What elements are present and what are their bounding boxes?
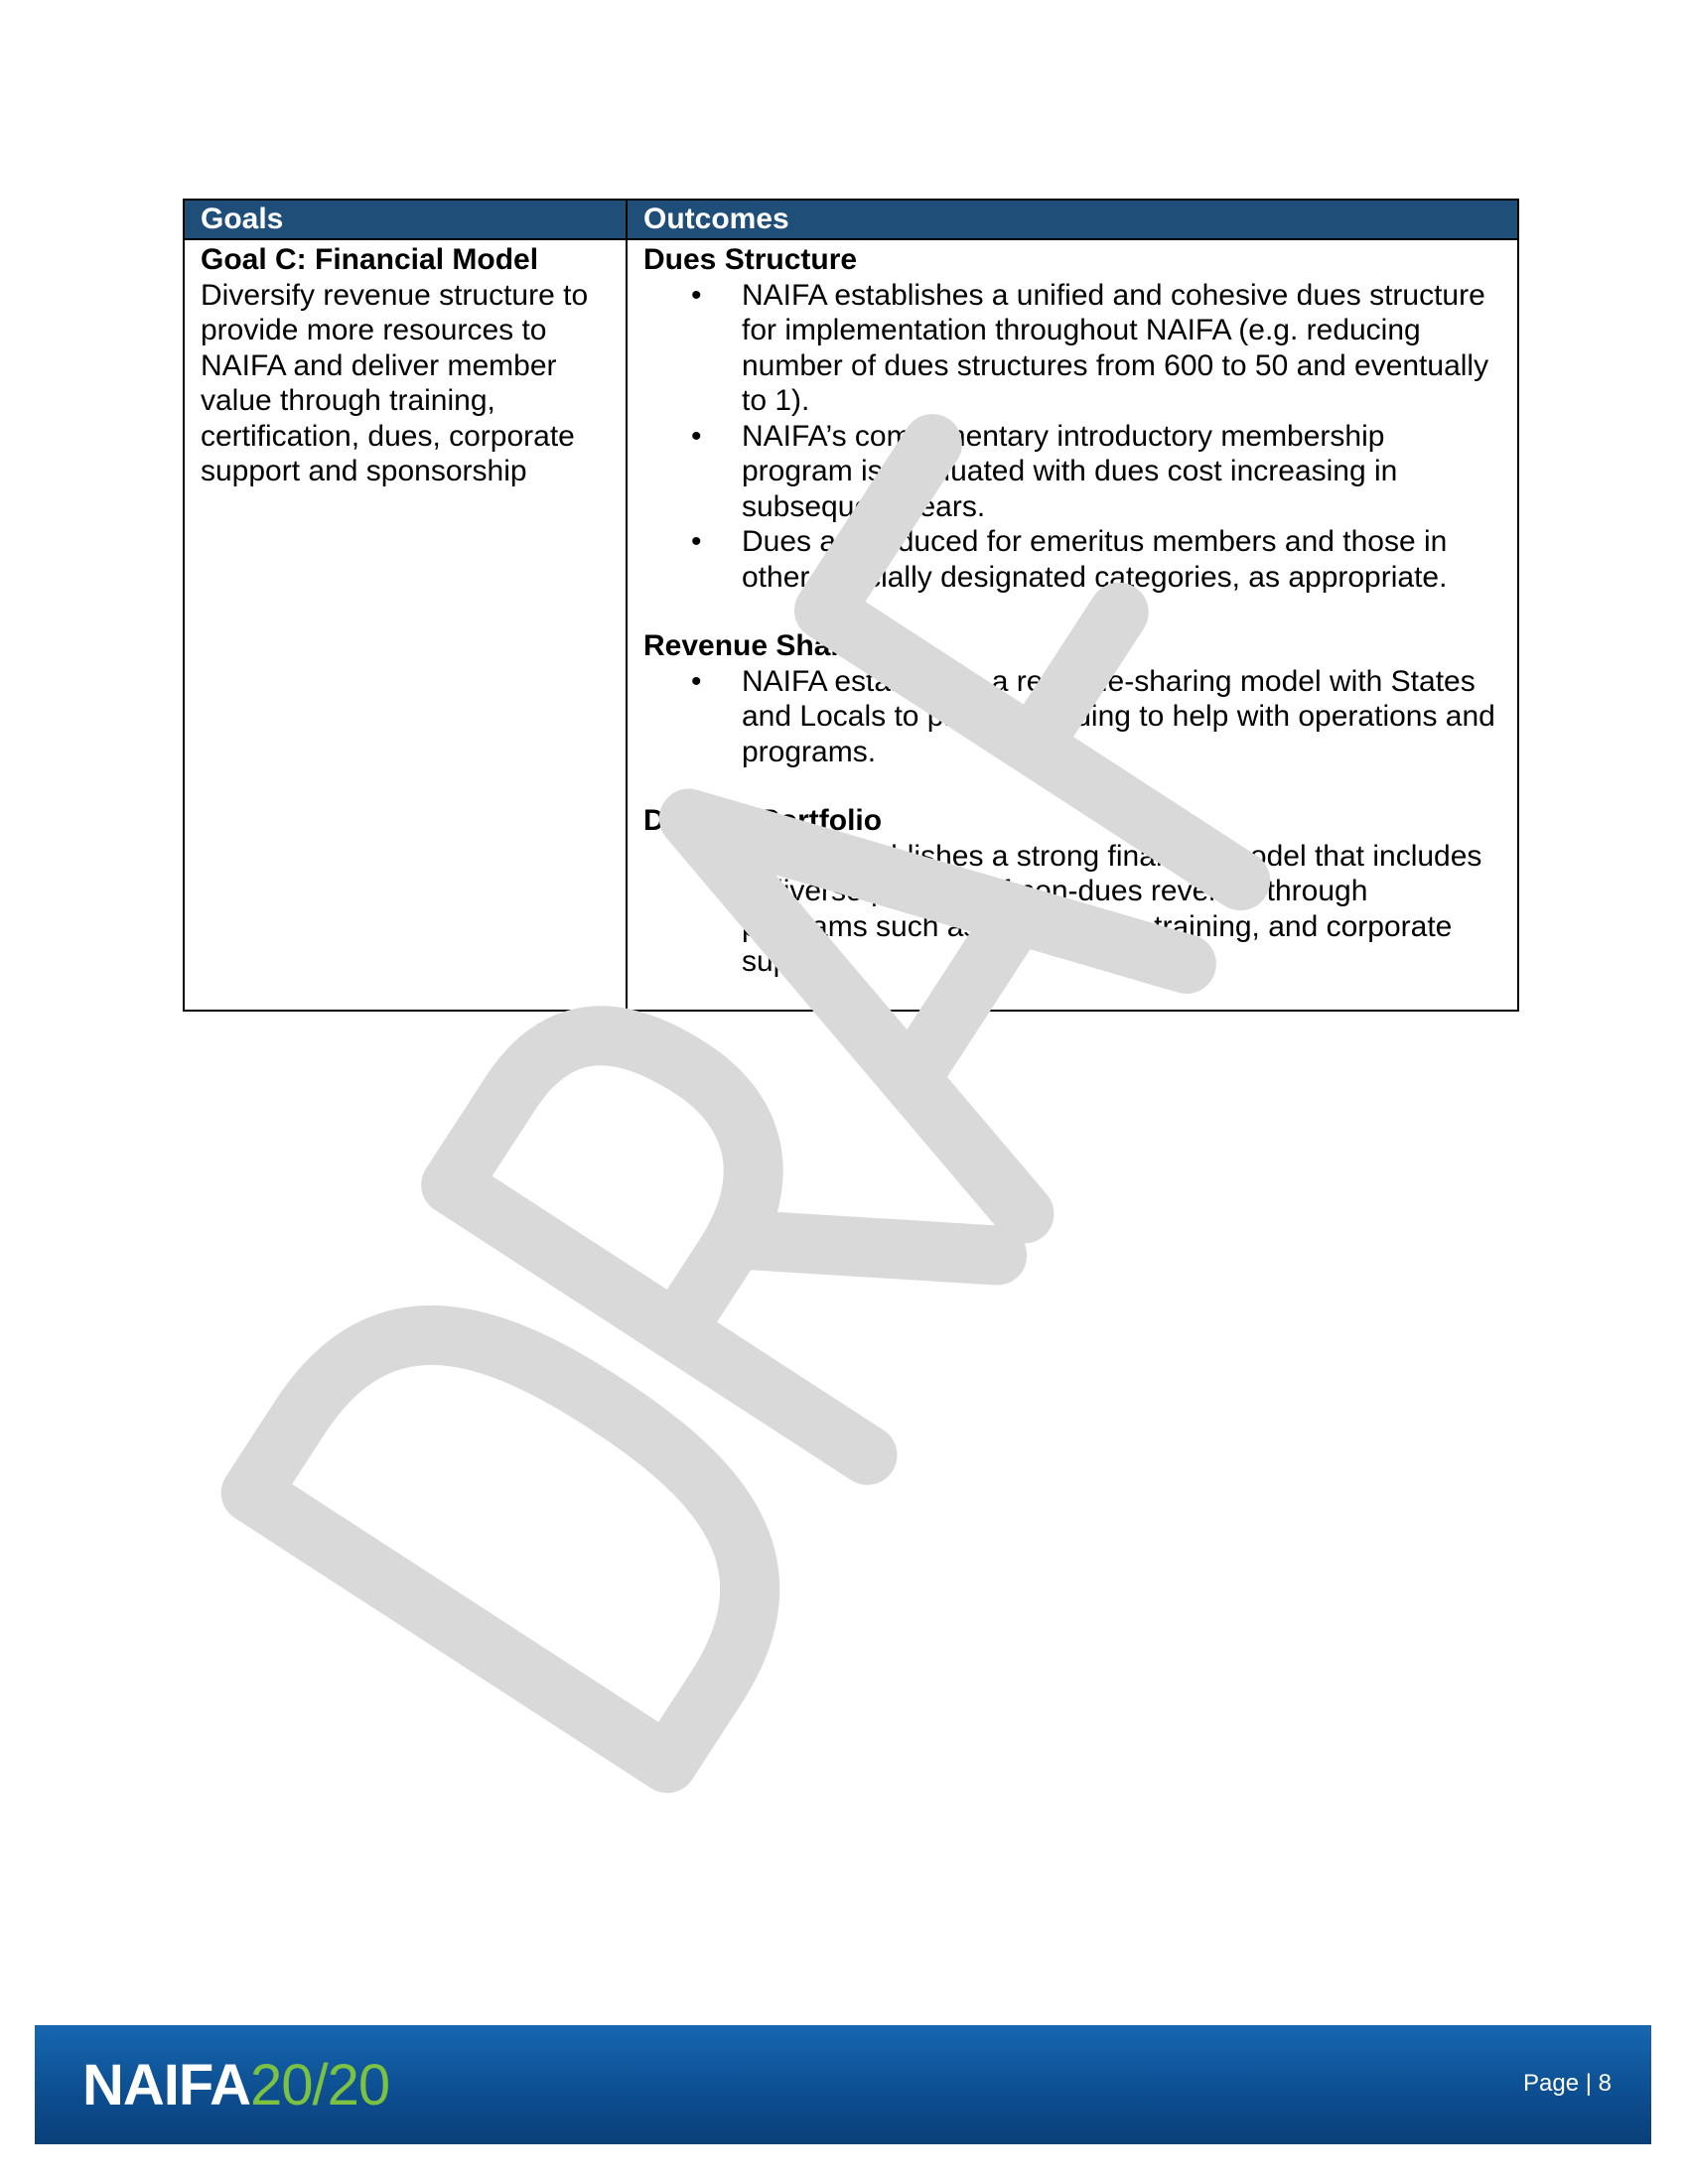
goals-outcomes-table [183, 199, 1519, 1012]
page-number: Page | 8 [1523, 2070, 1612, 2097]
list-item: • NAIFA’s complimentary introductory membership program is graduated with dues cost increasing in subsequent years. [742, 419, 1501, 525]
list-item: • NAIFA establishes a unified and cohesive dues structure for implementation throughout NAIFA (e.g. reducing number of dues structures from 600 to 50 and eventually to 1). [742, 278, 1501, 419]
bullet-list [643, 839, 1501, 980]
page-footer [35, 2025, 1651, 2144]
outcome-section-portfolio [643, 803, 1501, 980]
goal-title: Goal C: Financial Model [201, 243, 539, 276]
section-title: Revenue Share [643, 629, 859, 662]
header-goals: Goals [184, 200, 627, 239]
goal-description: Diversify revenue structure to provide more resources to NAIFA and deliver member value through training, certification, dues, corporate support and sponsorship [201, 278, 589, 487]
list-item: • NAIFA establishes a revenue-sharing model with States and Locals to provide funding to help with operations and programs. [742, 664, 1501, 770]
list-item: • Dues are reduced for emeritus members and those in other specially designated categories, as appropriate. [742, 524, 1501, 595]
outcome-section-revenue [643, 628, 1501, 769]
naifa-logo [82, 2055, 389, 2116]
logo-main: NAIFA [82, 2053, 250, 2117]
bullet-list [643, 664, 1501, 770]
table-row [184, 239, 1518, 1011]
logo-accent: 20/20 [250, 2053, 390, 2117]
goal-cell [184, 239, 627, 1011]
table-header-row [184, 200, 1518, 239]
list-item: • NAIFA establishes a strong financial model that includes a diverse portfolio of non-dues revenue through programs such as certification, training, and corporate support. [742, 839, 1501, 980]
section-title: Dues Structure [643, 243, 858, 276]
header-outcomes: Outcomes [627, 200, 1518, 239]
section-title: Diverse Portfolio [643, 804, 883, 837]
bullet-list [643, 278, 1501, 596]
outcome-section-dues [643, 242, 1501, 595]
outcomes-cell [627, 239, 1518, 1011]
